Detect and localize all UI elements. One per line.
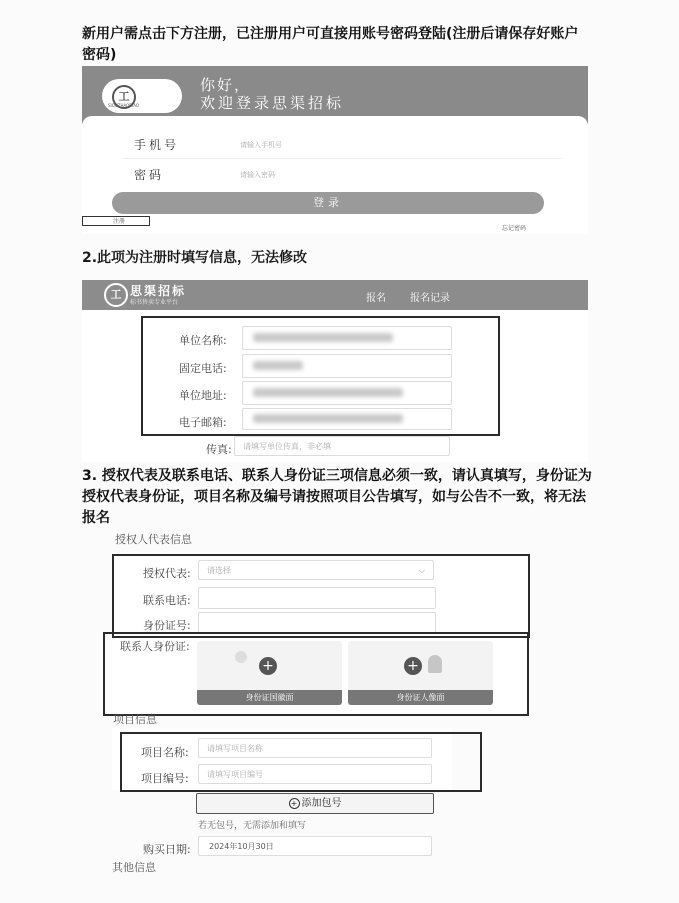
portal-logo-icon: 工 <box>104 283 128 307</box>
email-label: 电子邮箱: <box>179 416 227 429</box>
login-button[interactable]: 登录 <box>112 192 544 214</box>
login-welcome: 欢迎登录思渠招标 <box>200 94 345 112</box>
project-name-field[interactable]: 请填写项目名称 <box>198 738 432 758</box>
login-greeting: 你好， <box>200 76 252 94</box>
auth-phone-field[interactable] <box>198 587 436 609</box>
id-card-front-upload[interactable] <box>197 641 342 705</box>
login-logo <box>102 79 182 113</box>
portal-brand-sub: 标书售卖专业平台 <box>130 299 179 306</box>
auth-id-field[interactable] <box>198 612 436 634</box>
login-screenshot <box>82 66 588 234</box>
add-package-label: 添加包号 <box>301 798 342 809</box>
package-hint: 若无包号，无需添加和填写 <box>198 821 307 831</box>
purchase-date-value: 2024年10月30日 <box>209 842 274 851</box>
other-section-title: 其他信息 <box>112 861 156 874</box>
phone-input[interactable]: 请输入手机号 <box>240 141 282 149</box>
step3-title: 3. 授权代表及联系电话、联系人身份证三项信息必须一致，请认真填写，身份证为授权代表身份证，项目名称及编号请按照项目公告填写，如与公告不一致，将无法报名 <box>82 468 592 526</box>
password-label: 密码 <box>134 168 165 182</box>
upload-plus-icon: + <box>404 657 422 675</box>
phone-label: 手机号 <box>134 138 180 152</box>
purchase-date-field[interactable] <box>198 836 432 856</box>
id-card-front-placeholder-icon <box>235 651 247 663</box>
auth-rep-label: 授权代表: <box>143 567 191 580</box>
auth-id-label: 身份证号: <box>143 619 191 632</box>
fixed-phone-field[interactable] <box>242 354 452 378</box>
project-name-label: 项目名称: <box>141 746 189 759</box>
fax-field[interactable]: 请填写单位传真，非必填 <box>234 436 450 456</box>
project-section-title: 项目信息 <box>113 713 157 726</box>
unit-name-field[interactable] <box>242 326 452 350</box>
address-field[interactable] <box>242 381 452 405</box>
login-divider-1 <box>122 158 562 159</box>
step2-title: 2.此项为注册时填写信息，无法修改 <box>82 250 308 266</box>
avatar-placeholder-icon <box>428 655 442 673</box>
purchase-date-label: 购买日期: <box>143 843 191 856</box>
password-input[interactable]: 请输入密码 <box>240 171 275 179</box>
id-card-back-upload[interactable] <box>348 641 493 705</box>
upload-plus-icon: + <box>259 657 277 675</box>
forgot-password-link[interactable]: 忘记密码 <box>502 225 527 232</box>
register-link[interactable]: 注册 <box>82 216 150 226</box>
id-card-label: 联系人身份证: <box>120 640 190 653</box>
chevron-down-icon: ⌵ <box>418 566 425 575</box>
logo-caption: SIQUZHAOBIAO <box>108 103 140 108</box>
nav-records[interactable]: 报名记录 <box>410 293 450 304</box>
logo-mark-icon: 工 <box>112 85 136 109</box>
project-number-label: 项目编号: <box>141 772 189 785</box>
intro-note: 新用户需点击下方注册，已注册用户可直接用账号密码登陆(注册后请保存好账户密码) <box>82 26 579 63</box>
id-card-front-caption: 身份证国徽面 <box>197 690 342 705</box>
portal-header <box>82 280 588 310</box>
auth-rep-select[interactable] <box>198 560 434 580</box>
plus-circle-icon: + <box>289 798 300 809</box>
address-label: 单位地址: <box>179 389 227 402</box>
id-card-back-caption: 身份证人像面 <box>348 690 493 705</box>
fax-label: 传真: <box>206 443 232 456</box>
auth-rep-placeholder: 请选择 <box>207 566 231 575</box>
auth-phone-label: 联系电话: <box>143 594 191 607</box>
unit-name-label: 单位名称: <box>179 334 227 347</box>
phone-label: 固定电话: <box>179 362 227 375</box>
add-package-button[interactable] <box>196 793 434 814</box>
portal-brand: 思渠招标 <box>130 284 187 298</box>
nav-signup[interactable]: 报名 <box>366 293 386 304</box>
email-field[interactable] <box>242 408 452 430</box>
project-number-field[interactable]: 请填写项目编号 <box>198 764 432 784</box>
auth-section-title: 授权人代表信息 <box>115 533 192 546</box>
